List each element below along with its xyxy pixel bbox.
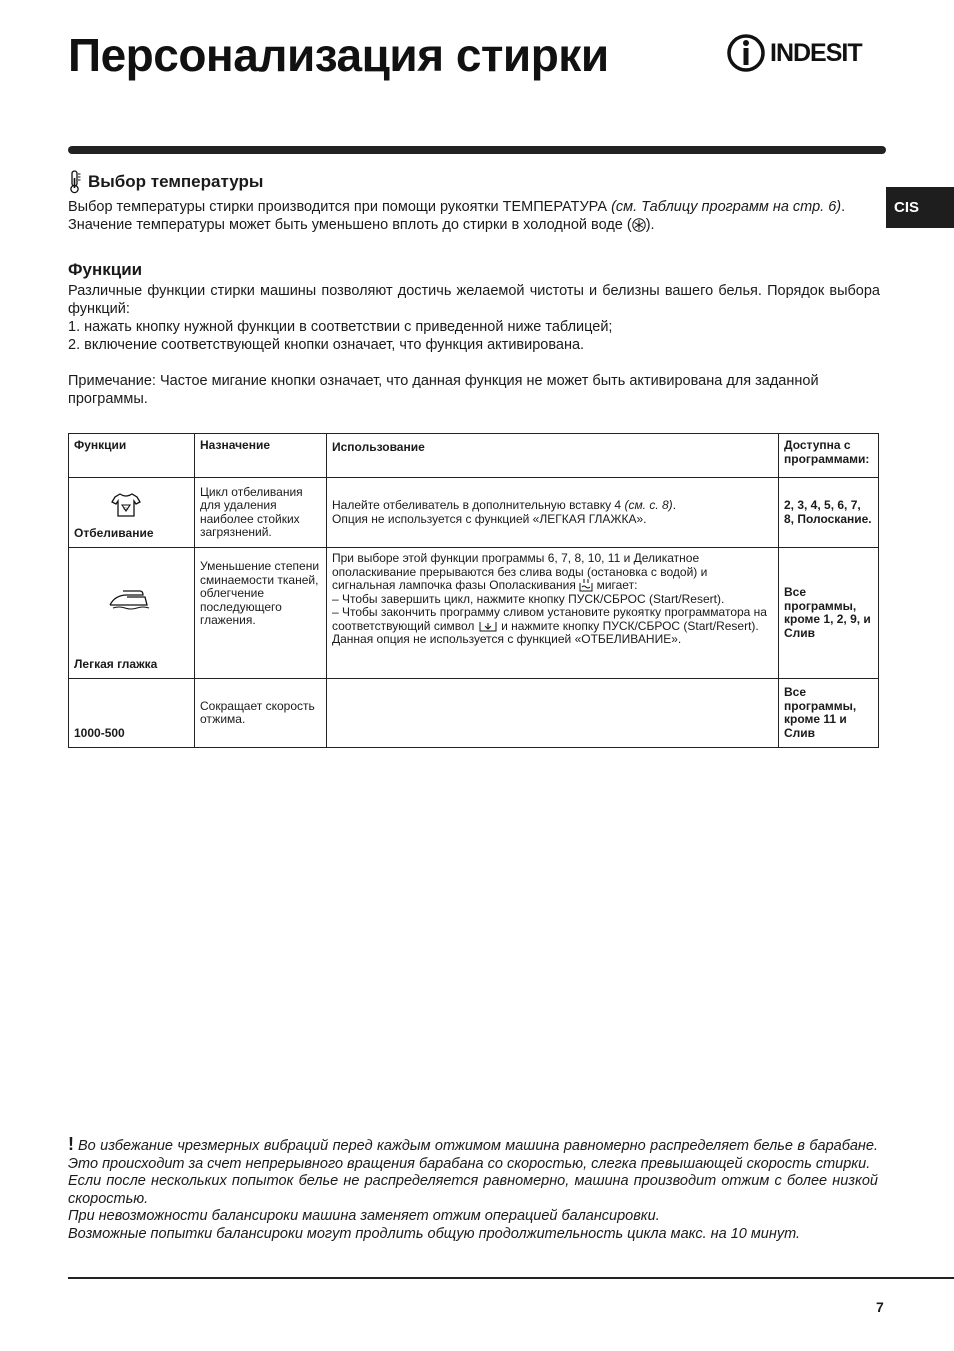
available-cell: Все программы, кроме 11 и Слив — [779, 679, 879, 748]
rinse-icon — [579, 579, 593, 592]
warning-paragraph — [68, 1136, 878, 1173]
drain-icon — [478, 620, 498, 633]
available-cell: 2, 3, 4, 5, 6, 7, 8, Полоскание. — [779, 478, 879, 548]
functions-table — [68, 433, 879, 748]
table-row — [69, 478, 879, 548]
temperature-text — [68, 198, 880, 234]
purpose-cell: Сокращает скорость отжима. — [195, 679, 327, 748]
usage-text-2: . — [672, 498, 677, 512]
temperature-text-1: Выбор температуры стирки производится при помощи рукоятки ТЕМПЕРАТУРА — [68, 199, 608, 215]
functions-note: Примечание: Частое мигание кнопки означает, что данная функция не может быть активирована для заданной программы. — [68, 373, 819, 407]
usage-text-4: – Чтобы закончить программу сливом установите рукоятку программатора на соответствующий символ — [332, 605, 767, 633]
functions-step-1: 1. нажать кнопку нужной функции в соответствии с приведенной ниже таблицей; — [68, 319, 613, 335]
usage-text-1: Налейте отбеливатель в дополнительную вставку 4 — [332, 498, 622, 512]
temperature-section — [68, 170, 880, 234]
usage-ref: (см. с. 8) — [624, 498, 673, 512]
warning-paragraph: Если после нескольких попыток белье не распределяется равномерно, машина производит отжим с более низкой скоростью. — [68, 1173, 878, 1207]
iron-icon — [107, 588, 151, 612]
temperature-heading-text: Выбор температуры — [88, 172, 264, 191]
table-row — [69, 679, 879, 748]
bleach-shirt-icon — [111, 492, 141, 518]
warning-paragraph: Возможные попытки балансироки могут продлить общую продолжительность цикла макс. на 10 минут. — [68, 1225, 801, 1242]
functions-step-2: 2. включение соответствующей кнопки означает, что функция активирована. — [68, 337, 585, 353]
purpose-cell: Уменьшение степени сминаемости тканей, облегчение последующего глажения. — [195, 548, 327, 679]
function-cell — [69, 679, 195, 748]
function-name: 1000-500 — [74, 726, 125, 740]
header-purpose: Назначение — [195, 434, 327, 478]
temperature-text-2: . Значение температуры может быть уменьшено вплоть до стирки в холодной воде ( — [68, 199, 846, 233]
usage-text-3: Опция не используется с функцией «ЛЕГКАЯ ГЛАЖКА». — [332, 511, 647, 526]
table-header-row — [69, 434, 879, 478]
function-cell — [69, 478, 195, 548]
temperature-text-3: ). — [645, 217, 655, 233]
snowflake-icon — [632, 218, 646, 232]
header-usage: Использование — [327, 434, 779, 478]
thermometer-icon — [68, 170, 82, 194]
table-row — [69, 548, 879, 679]
usage-cell — [327, 679, 779, 748]
usage-text-1: При выборе этой функции программы 6, 7, 8, 10, 11 и Деликатное ополаскивание прерываются без слива воды (остановка с водой) и сигнальная лампочка фазы Ополаскивания — [332, 551, 708, 592]
warning-paragraph: При невозможности балансироки машина заменяет отжим операцией балансировки. — [68, 1208, 660, 1224]
usage-text-5: и нажмите кнопку ПУСК/СБРОС (Start/Resert). — [501, 618, 759, 633]
function-cell — [69, 548, 195, 679]
available-cell: Все программы, кроме 1, 2, 9, и Слив — [779, 548, 879, 679]
header-available: Доступна с программами: — [779, 434, 879, 478]
purpose-cell: Цикл отбеливания для удаления наиболее стойких загрязнений. — [195, 478, 327, 548]
header-divider — [68, 146, 886, 154]
indesit-i-logo-icon — [726, 31, 766, 75]
usage-cell — [327, 548, 779, 679]
svg-text:CL: CL — [123, 506, 129, 511]
temperature-heading — [68, 170, 880, 194]
warning-mark: ! — [68, 1134, 74, 1154]
functions-section — [68, 260, 880, 408]
brand-logo — [726, 31, 862, 75]
usage-text-2: мигает: — [596, 578, 638, 592]
functions-heading: Функции — [68, 260, 143, 279]
usage-text-6: Данная опция не используется с функцией «ОТБЕЛИВАНИЕ». — [332, 632, 682, 646]
temperature-text-ref: (см. Таблицу программ на стр. 6) — [611, 199, 842, 215]
usage-cell — [327, 478, 779, 548]
language-tab: CIS — [886, 187, 954, 228]
function-name: Легкая глажка — [74, 657, 158, 671]
usage-text-3: – Чтобы завершить цикл, нажмите кнопку ПУСК/СБРОС (Start/Resert). — [332, 591, 725, 606]
brand-name: INDESIT — [770, 38, 862, 67]
warning-note — [68, 1136, 878, 1243]
header-function: Функции — [69, 434, 195, 478]
functions-intro: Различные функции стирки машины позволяют достичь желаемой чистоты и белизны вашего белья. Порядок выбора функций: — [68, 283, 880, 317]
page-title: Персонализация стирки — [68, 29, 609, 81]
page-number: 7 — [876, 1299, 884, 1315]
warning-text-1: Во избежание чрезмерных вибраций перед каждым отжимом машина равномерно распределяет белье в барабане. Это происходит за счет непрерывного вращения барабана со скоростью, слегка превышающей скорость стирки. — [68, 1138, 878, 1172]
function-name: Отбеливание — [74, 526, 154, 540]
footer-divider — [68, 1277, 954, 1279]
